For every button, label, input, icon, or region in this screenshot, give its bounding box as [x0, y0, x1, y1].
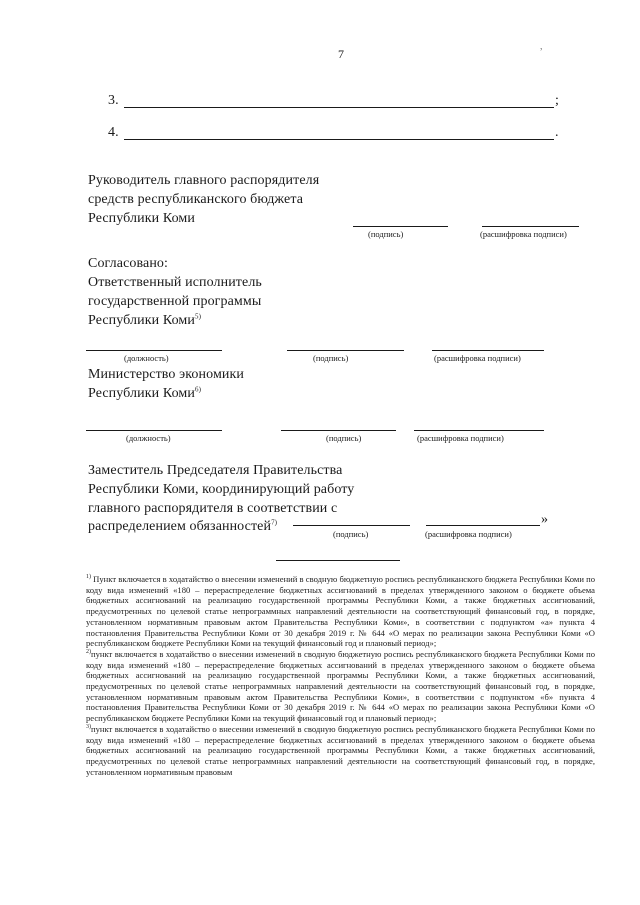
- ministry-signature-label: (подпись): [326, 433, 362, 443]
- item-3-number: 3.: [108, 93, 119, 108]
- deputy-close-quote: »: [541, 512, 549, 527]
- ministry-line-2: [88, 385, 201, 402]
- agreed-line-2: государственной программы: [88, 294, 262, 309]
- footnote-1: [86, 574, 595, 649]
- footnote-3-text: пункт включается в ходатайство о внесении изменений в сводную бюджетную роспись республиканского бюджета Республики Коми по коду вида изменений «180 – перераспределение бюджетных ассигнований в пределах утвержденного законом о бюджете объема бюджетных ассигнований на реализацию государственной программы Республики Коми, а также бюджетных ассигнований, предусмотренных по целевой статье непрограммных направлений деятельности на соответствующий финансовый год, в порядке, установленном нормативным правовым: [86, 723, 595, 777]
- agreed-footnote-ref: 5): [194, 312, 201, 321]
- agreed-position-label: (должность): [124, 353, 169, 363]
- agreed-decoding-label: (расшифровка подписи): [434, 353, 521, 363]
- ministry-signature-line: [281, 430, 396, 431]
- deputy-line-3: главного распорядителя в соответствии с: [88, 501, 338, 516]
- ministry-footnote-ref: 6): [194, 385, 201, 394]
- agreed-line-3-text: Республики Коми: [88, 313, 195, 328]
- head-line-3: Республики Коми: [88, 211, 195, 226]
- agreed-position-line: [86, 350, 222, 351]
- footnote-3: [86, 724, 595, 778]
- item-3-end: ;: [555, 93, 559, 108]
- deputy-line-2: Республики Коми, координирующий работу: [88, 482, 355, 497]
- deputy-footnote-ref: 7): [271, 518, 278, 527]
- ministry-line-1: Министерство экономики: [88, 367, 244, 382]
- footnote-1-mark: 1): [86, 574, 91, 581]
- footnote-2-mark: 2): [86, 649, 91, 656]
- agreed-heading: Согласовано:: [88, 256, 169, 271]
- item-4-number: 4.: [108, 125, 119, 140]
- head-signature-label: (подпись): [368, 229, 404, 239]
- footnote-1-text: Пункт включается в ходатайство о внесении изменений в сводную бюджетную роспись республиканского бюджета Республики Коми по коду вида изменений «180 – перераспределение бюджетных ассигнований в пределах утвержденного законом о бюджете объема бюджетных ассигнований на реализацию государственной программы Республики Коми, а также бюджетных ассигнований, предусмотренных по целевой статье непрограммных направлений деятельности на соответствующий финансовый год, в порядке, установленном нормативным правовым актом Правительства Республики Коми», в соответствии с подпунктом «а» пункта 4 постановления Правительства Республики Коми от 30 декабря 2019 г. № 644 «О мерах по реализации закона Республики Коми «О республиканском бюджете Республики Коми на текущий финансовый год и плановый период»;: [86, 574, 595, 649]
- ministry-decoding-label: (расшифровка подписи): [417, 433, 504, 443]
- head-line-2: средств республиканского бюджета: [88, 192, 304, 207]
- agreed-line-1: Ответственный исполнитель: [88, 275, 262, 290]
- ministry-decoding-line: [414, 430, 544, 431]
- deputy-decoding-line: [426, 525, 540, 526]
- item-4-line: [124, 139, 554, 140]
- head-signature-line: [353, 226, 448, 227]
- head-decoding-line: [482, 226, 579, 227]
- ministry-line-2-text: Республики Коми: [88, 386, 195, 401]
- agreed-signature-line: [287, 350, 404, 351]
- agreed-line-3: [88, 312, 201, 329]
- deputy-signature-line: [293, 525, 410, 526]
- item-3-line: [124, 107, 554, 108]
- footnote-2: [86, 649, 595, 724]
- footnote-3-mark: 3): [86, 723, 91, 730]
- scan-mark: ,: [540, 41, 543, 52]
- ministry-position-line: [86, 430, 222, 431]
- head-decoding-label: (расшифровка подписи): [480, 229, 567, 239]
- ministry-position-label: (должность): [126, 433, 171, 443]
- footnote-separator: [276, 560, 400, 561]
- agreed-signature-label: (подпись): [313, 353, 349, 363]
- deputy-decoding-label: (расшифровка подписи): [425, 529, 512, 539]
- agreed-decoding-line: [432, 350, 544, 351]
- deputy-line-4-text: распределением обязанностей: [88, 519, 272, 534]
- head-line-1: Руководитель главного распорядителя: [88, 173, 320, 188]
- footnote-2-text: пункт включается в ходатайство о внесении изменений в сводную бюджетную роспись республиканского бюджета Республики Коми по коду вида изменений «180 – перераспределение бюджетных ассигнований в пределах утвержденного законом о бюджете объема бюджетных ассигнований на реализацию государственной программы Республики Коми, а также бюджетных ассигнований, предусмотренных по целевой статье непрограммных направлений деятельности на соответствующий финансовый год, в порядке, установленном нормативным правовым актом Правительства Республики Коми», в соответствии с подпунктом «б» пункта 4 постановления Правительства Республики Коми от 30 декабря 2019 г. № 644 «О мерах по реализации закона Республики Коми «О республиканском бюджете Республики Коми на текущий финансовый год и плановый период»;: [86, 648, 595, 724]
- page-number: 7: [338, 47, 345, 61]
- deputy-line-4: [88, 518, 277, 535]
- deputy-signature-label: (подпись): [333, 529, 369, 539]
- deputy-line-1: Заместитель Председателя Правительства: [88, 463, 343, 478]
- item-4-end: .: [555, 125, 559, 140]
- footnotes: [86, 574, 595, 777]
